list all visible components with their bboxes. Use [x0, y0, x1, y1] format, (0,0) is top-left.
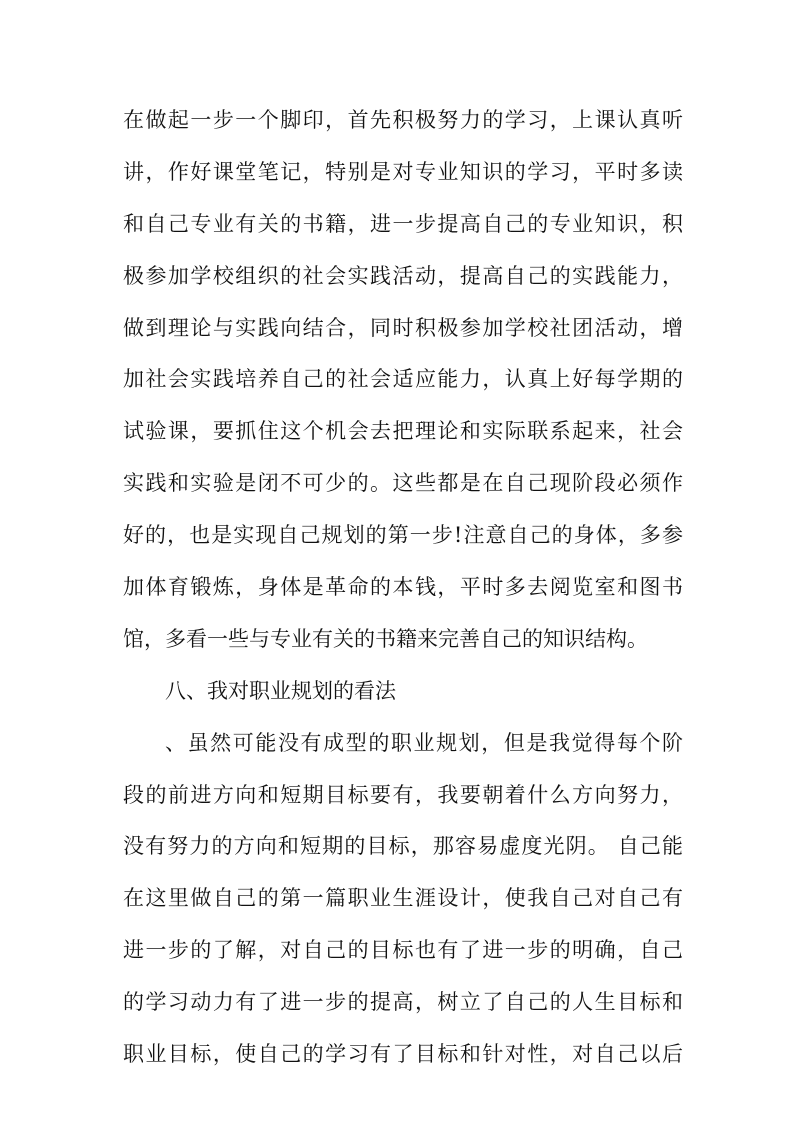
paragraph-line: 、虽然可能没有成型的职业规划，但是我觉得每个阶 [165, 730, 683, 755]
paragraph-line: 在这里做自己的第一篇职业生涯设计，使我自己对自己有 [123, 886, 683, 911]
paragraph-line: 在做起一步一个脚印，首先积极努力的学习，上课认真听 [123, 108, 683, 132]
paragraph-line: 做到理论与实践向结合，同时积极参加学校社团活动，增 [123, 315, 683, 340]
paragraph-line: 试验课，要抓住这个机会去把理论和实际联系起来，社会 [123, 419, 683, 444]
paragraph-line: 讲，作好课堂笔记，特别是对专业知识的学习，平时多读 [123, 159, 683, 184]
paragraph-line: 好的，也是实现自己规划的第一步!注意自己的身体，多参 [123, 523, 683, 548]
paragraph-line: 馆，多看一些与专业有关的书籍来完善自己的知识结构。 [123, 626, 648, 651]
paragraph-line: 实践和实验是闭不可少的。这些都是在自己现阶段必须作 [123, 471, 683, 496]
paragraph-line: 加社会实践培养自己的社会适应能力，认真上好每学期的 [123, 367, 683, 392]
paragraph-line: 加体育锻炼，身体是革命的本钱，平时多去阅览室和图书 [123, 575, 683, 600]
paragraph-line: 进一步的了解，对自己的目标也有了进一步的明确，自己 [123, 938, 683, 963]
paragraph-line: 没有努力的方向和短期的目标，那容易虚度光阴。 自己能 [123, 834, 683, 859]
paragraph-line: 段的前进方向和短期目标要有，我要朝着什么方向努力， [123, 782, 683, 807]
paragraph-line: 极参加学校组织的社会实践活动，提高自己的实践能力， [123, 263, 683, 288]
section-heading: 八、我对职业规划的看法 [165, 678, 396, 703]
paragraph-line: 的学习动力有了进一步的提高，树立了自己的人生目标和 [123, 990, 683, 1015]
paragraph-line: 职业目标，使自己的学习有了目标和针对性，对自己以后 [123, 1042, 683, 1067]
paragraph-line: 和自己专业有关的书籍，进一步提高自己的专业知识，积 [123, 211, 683, 236]
document-body [123, 96, 683, 1082]
